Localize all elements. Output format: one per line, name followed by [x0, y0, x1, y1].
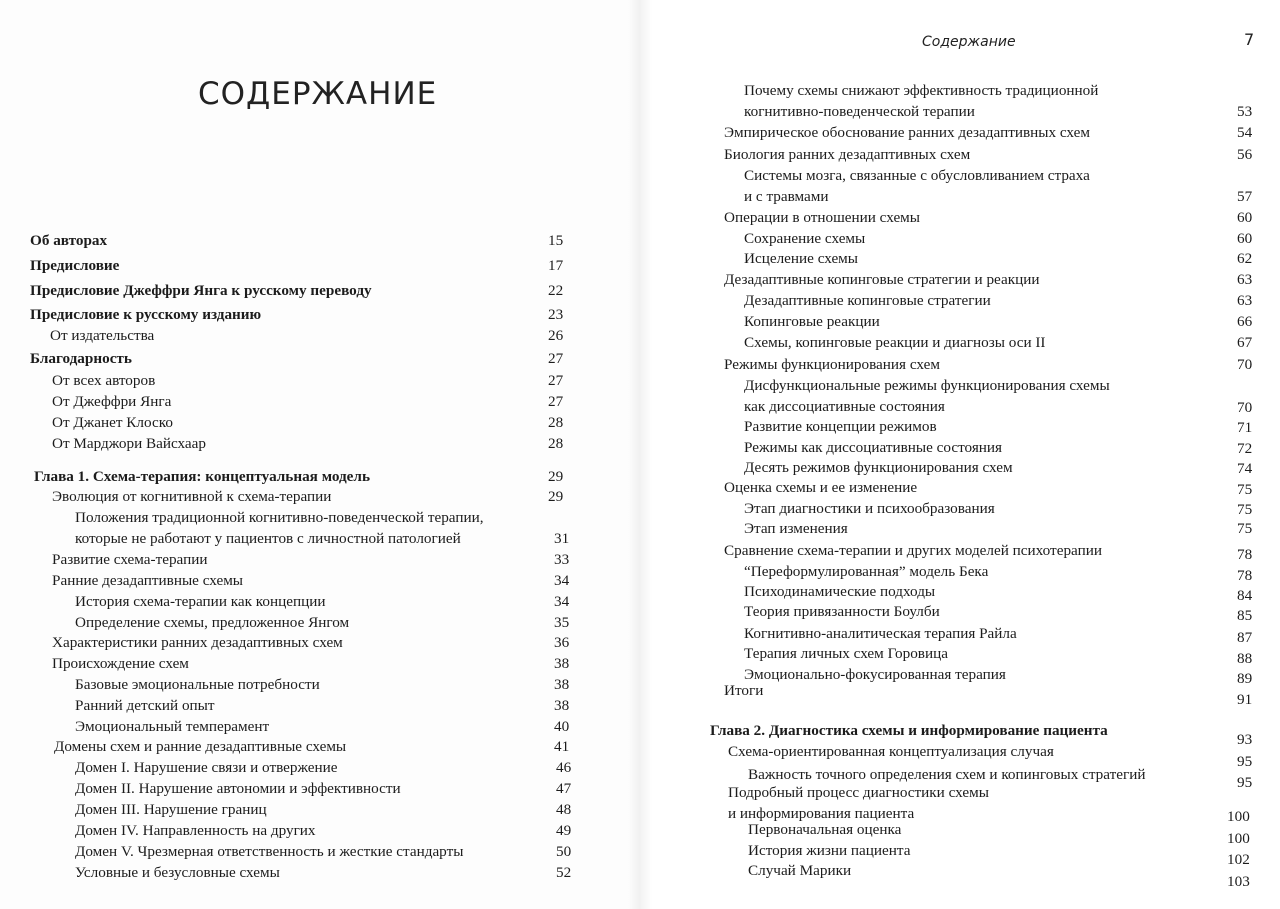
toc-entry-page: 29: [548, 488, 564, 505]
toc-entry-label: Этап диагностики и психообразования: [744, 500, 995, 517]
toc-entry-label: Почему схемы снижают эффективность традиционной: [744, 82, 1099, 99]
toc-entry-label: Системы мозга, связанные с обусловливанием страха: [744, 167, 1090, 184]
toc-entry-page: 78: [1237, 567, 1253, 584]
toc-entry-label: От Джеффри Янга: [52, 393, 172, 410]
toc-entry-page: 84: [1237, 587, 1253, 604]
toc-entry-page: 47: [556, 780, 572, 797]
toc-entry-page: 60: [1237, 209, 1253, 226]
toc-entry-label: которые не работают у пациентов с личностной патологией: [75, 530, 461, 547]
toc-entry-label: Эмоциональный темперамент: [75, 718, 270, 735]
toc-entry-label: когнитивно-поведенческой терапии: [744, 103, 975, 120]
toc-entry-label: Важность точного определения схем и копинговых стратегий: [748, 766, 1146, 783]
toc-entry-label: Биология ранних дезадаптивных схем: [724, 146, 971, 163]
toc-entry-label: Теория привязанности Боулби: [744, 603, 940, 620]
toc-entry-label: Развитие концепции режимов: [744, 418, 937, 435]
toc-entry-label: Психодинамические подходы: [744, 583, 936, 600]
toc-entry-page: 71: [1237, 419, 1253, 436]
toc-entry-label: Случай Марики: [748, 862, 852, 879]
toc-entry-page: 74: [1237, 460, 1253, 477]
toc-entry-label: Определение схемы, предложенное Янгом: [75, 614, 350, 631]
toc-entry-label: Дисфункциональные режимы функционирования схемы: [744, 377, 1110, 394]
toc-entry-page: 54: [1237, 124, 1253, 141]
toc-entry-page: 38: [554, 697, 570, 714]
toc-entry-page: 53: [1237, 103, 1253, 120]
toc-entry-label: Предисловие к русскому изданию: [30, 306, 262, 323]
toc-entry-page: 70: [1237, 356, 1253, 373]
toc-entry-label: Режимы функционирования схем: [724, 356, 940, 373]
toc-entry-label: “Переформулированная” модель Бека: [744, 563, 989, 580]
toc-entry-label: История жизни пациента: [748, 842, 911, 859]
toc-entry-page: 88: [1237, 650, 1253, 667]
toc-entry-page: 34: [554, 572, 570, 589]
toc-entry-page: 17: [548, 257, 564, 274]
right-page: [640, 0, 1280, 909]
toc-entry-page: 33: [554, 551, 570, 568]
toc-entry-label: От Джанет Клоско: [52, 414, 173, 431]
toc-entry-page: 36: [554, 634, 570, 651]
toc-entry-label: Сохранение схемы: [744, 230, 866, 247]
toc-entry-label: Предисловие Джеффри Янга к русскому переводу: [30, 282, 372, 299]
toc-entry-label: Исцеление схемы: [744, 250, 859, 267]
toc-entry-page: 27: [548, 372, 564, 389]
toc-entry-page: 91: [1237, 691, 1253, 708]
toc-entry-label: Схема-ориентированная концептуализация случая: [728, 743, 1054, 760]
toc-entry-page: 38: [554, 655, 570, 672]
toc-entry-label: История схема-терапии как концепции: [75, 593, 326, 610]
toc-entry-label: Характеристики ранних дезадаптивных схем: [52, 634, 343, 651]
toc-entry-page: 62: [1237, 250, 1253, 267]
toc-entry-label: Подробный процесс диагностики схемы: [728, 784, 989, 801]
toc-entry-label: Развитие схема-терапии: [52, 551, 208, 568]
toc-entry-page: 102: [1227, 851, 1250, 868]
toc-entry-label: Сравнение схема-терапии и других моделей психотерапии: [724, 542, 1102, 559]
toc-entry-label: Режимы как диссоциативные состояния: [744, 439, 1003, 456]
toc-entry-label: Благодарность: [30, 350, 132, 367]
toc-entry-page: 93: [1237, 731, 1253, 748]
toc-entry-label: Условные и безусловные схемы: [75, 864, 280, 881]
toc-entry-page: 35: [554, 614, 570, 631]
toc-entry-label: От издательства: [50, 327, 155, 344]
running-head: Содержание: [922, 34, 1016, 50]
toc-entry-label: Об авторах: [30, 232, 108, 249]
toc-entry-label: Домен V. Чрезмерная ответственность и жесткие стандарты: [75, 843, 464, 860]
toc-entry-label: Первоначальная оценка: [748, 821, 902, 838]
toc-entry-label: Предисловие: [30, 257, 120, 274]
page-title: СОДЕРЖАНИЕ: [198, 76, 438, 112]
toc-list-right: [640, 0, 1280, 909]
toc-entry-page: 67: [1237, 334, 1253, 351]
toc-entry-page: 46: [556, 759, 572, 776]
toc-entry-label: Глава 2. Диагностика схемы и информирование пациента: [710, 722, 1108, 739]
toc-entry-label: Дезадаптивные копинговые стратегии: [744, 292, 991, 309]
toc-entry-page: 40: [554, 718, 570, 735]
toc-entry-page: 31: [554, 530, 570, 547]
toc-entry-page: 28: [548, 414, 564, 431]
toc-entry-page: 38: [554, 676, 570, 693]
toc-entry-label: Эмоционально-фокусированная терапия: [744, 666, 1006, 683]
toc-entry-page: 70: [1237, 399, 1253, 416]
toc-entry-page: 95: [1237, 774, 1253, 791]
toc-entry-page: 75: [1237, 520, 1253, 537]
toc-entry-page: 95: [1237, 753, 1253, 770]
toc-entry-page: 22: [548, 282, 564, 299]
toc-entry-label: Ранние дезадаптивные схемы: [52, 572, 244, 589]
toc-entry-label: как диссоциативные состояния: [744, 398, 945, 415]
page-number: 7: [1244, 30, 1255, 49]
toc-entry-label: Происхождение схем: [52, 655, 189, 672]
toc-entry-page: 85: [1237, 607, 1253, 624]
toc-entry-page: 49: [556, 822, 572, 839]
toc-entry-label: Эмпирическое обоснование ранних дезадаптивных схем: [724, 124, 1090, 141]
toc-entry-label: Итоги: [724, 682, 764, 699]
book-gutter: [628, 0, 652, 909]
toc-entry-page: 29: [548, 468, 564, 485]
toc-entry-label: Домен IV. Направленность на других: [75, 822, 316, 839]
toc-entry-label: Ранний детский опыт: [75, 697, 215, 714]
toc-entry-page: 52: [556, 864, 572, 881]
toc-entry-page: 63: [1237, 271, 1253, 288]
toc-entry-label: Положения традиционной когнитивно-поведенческой терапии,: [75, 509, 484, 526]
toc-entry-label: Домен II. Нарушение автономии и эффективности: [75, 780, 401, 797]
toc-entry-page: 60: [1237, 230, 1253, 247]
toc-entry-page: 50: [556, 843, 572, 860]
toc-entry-page: 100: [1227, 830, 1250, 847]
toc-entry-label: Схемы, копинговые реакции и диагнозы оси II: [744, 334, 1046, 351]
toc-entry-label: и с травмами: [744, 188, 829, 205]
toc-entry-page: 48: [556, 801, 572, 818]
toc-entry-label: От Марджори Вайсхаар: [52, 435, 207, 452]
toc-entry-page: 34: [554, 593, 570, 610]
toc-entry-page: 27: [548, 393, 564, 410]
toc-entry-page: 66: [1237, 313, 1253, 330]
toc-entry-label: и информирования пациента: [728, 805, 915, 822]
toc-entry-page: 75: [1237, 481, 1253, 498]
toc-entry-label: Терапия личных схем Горовица: [744, 645, 948, 662]
toc-entry-page: 26: [548, 327, 564, 344]
toc-entry-label: Этап изменения: [744, 520, 848, 537]
toc-entry-page: 15: [548, 232, 564, 249]
toc-entry-page: 57: [1237, 188, 1253, 205]
toc-entry-label: Домены схем и ранние дезадаптивные схемы: [54, 738, 347, 755]
toc-entry-page: 100: [1227, 808, 1250, 825]
toc-entry-page: 28: [548, 435, 564, 452]
toc-entry-page: 72: [1237, 440, 1253, 457]
toc-entry-page: 56: [1237, 146, 1253, 163]
toc-entry-page: 78: [1237, 546, 1253, 563]
toc-entry-label: Базовые эмоциональные потребности: [75, 676, 320, 693]
toc-entry-label: Десять режимов функционирования схем: [744, 459, 1013, 476]
toc-entry-label: Операции в отношении схемы: [724, 209, 920, 226]
toc-entry-label: Домен I. Нарушение связи и отвержение: [75, 759, 338, 776]
toc-entry-label: Дезадаптивные копинговые стратегии и реакции: [724, 271, 1040, 288]
toc-entry-page: 89: [1237, 670, 1253, 687]
toc-entry-page: 87: [1237, 629, 1253, 646]
toc-entry-label: Эволюция от когнитивной к схема-терапии: [52, 488, 332, 505]
toc-entry-page: 103: [1227, 873, 1250, 890]
toc-entry-page: 27: [548, 350, 564, 367]
toc-entry-page: 23: [548, 306, 564, 323]
toc-entry-page: 63: [1237, 292, 1253, 309]
toc-entry-page: 41: [554, 738, 570, 755]
toc-entry-page: 75: [1237, 501, 1253, 518]
toc-entry-label: Оценка схемы и ее изменение: [724, 479, 918, 496]
toc-entry-label: От всех авторов: [52, 372, 156, 389]
toc-entry-label: Копинговые реакции: [744, 313, 880, 330]
toc-entry-label: Глава 1. Схема-терапия: концептуальная модель: [34, 468, 370, 485]
toc-entry-label: Домен III. Нарушение границ: [75, 801, 267, 818]
toc-entry-label: Когнитивно-аналитическая терапия Райла: [744, 625, 1017, 642]
